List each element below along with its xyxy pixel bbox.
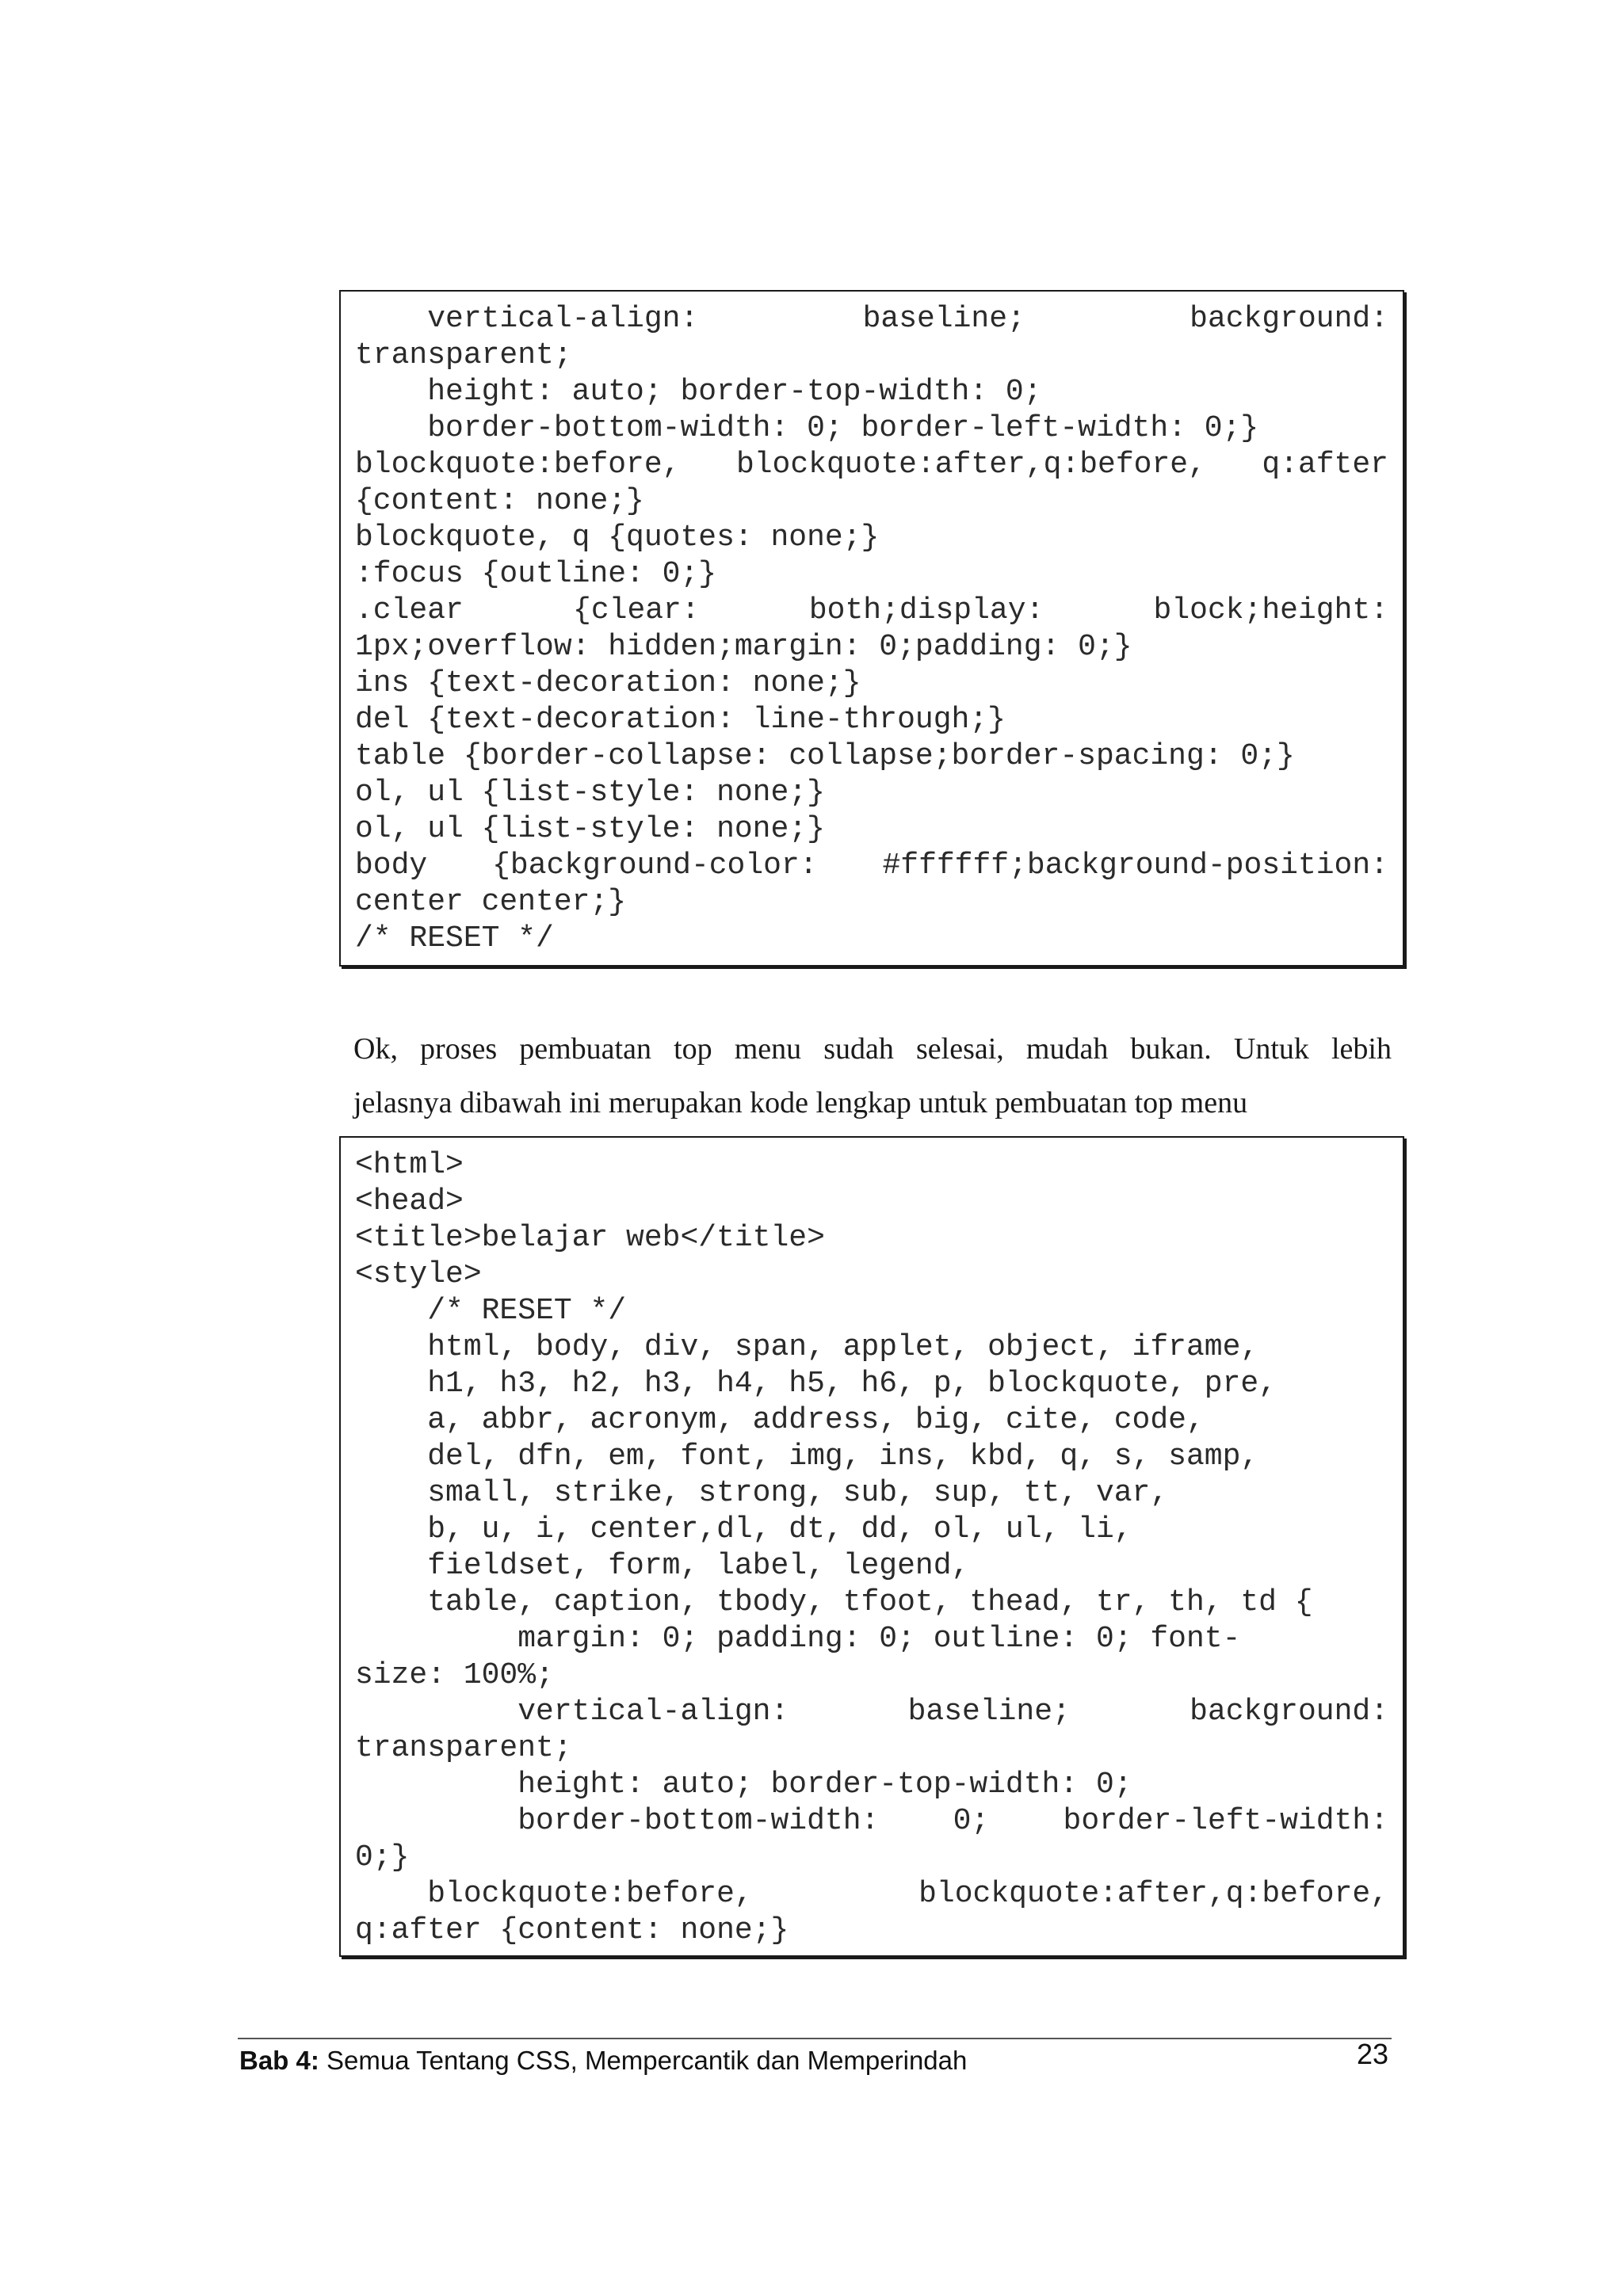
code-token: #ffffff;background-position:	[882, 849, 1388, 883]
code-line	[355, 1694, 1388, 1730]
code-line: html, body, div, span, applet, object, iframe,	[355, 1330, 1259, 1364]
footer-chapter	[239, 2046, 967, 2076]
code-token: baseline;	[907, 1695, 1071, 1729]
paragraph-word: mudah	[1025, 1032, 1109, 1066]
code-line: margin: 0; padding: 0; outline: 0; font-	[355, 1622, 1241, 1656]
paragraph-word: bukan.	[1130, 1032, 1212, 1066]
code-line: center center;}	[355, 885, 627, 919]
paragraph-word: pembuatan	[519, 1032, 651, 1066]
code-line	[355, 593, 1388, 629]
code-line: transparent;	[355, 338, 572, 372]
code-token: baseline;	[862, 302, 1025, 336]
code-line: ol, ul {list-style: none;}	[355, 812, 825, 846]
paragraph-word: Ok,	[353, 1032, 398, 1066]
code-token: blockquote:before,	[355, 1877, 753, 1911]
paragraph-line-2: jelasnya dibawah ini merupakan kode lengkap untuk pembuatan top menu	[353, 1086, 1248, 1119]
code-line: <html>	[355, 1148, 464, 1182]
code-line: del {text-decoration: line-through;}	[355, 703, 1006, 737]
paragraph-line-1	[353, 1022, 1392, 1076]
code-token: 0;	[953, 1804, 990, 1838]
code-line: <style>	[355, 1257, 482, 1291]
code-token: border-left-width:	[1063, 1804, 1388, 1838]
code-line: h1, h3, h2, h3, h4, h5, h6, p, blockquote, pre,	[355, 1367, 1277, 1401]
code-block-1	[339, 290, 1404, 967]
paragraph-word: menu	[734, 1032, 802, 1066]
paragraph-word: proses	[420, 1032, 498, 1066]
code-line: <head>	[355, 1184, 464, 1219]
code-token: background:	[1190, 302, 1388, 336]
code-token: border-bottom-width:	[355, 1804, 880, 1838]
code-line	[355, 848, 1388, 884]
code-line: 0;}	[355, 1840, 410, 1875]
code-line: small, strike, strong, sub, sup, tt, var,	[355, 1476, 1169, 1510]
code-line: b, u, i, center,dl, dt, dd, ol, ul, li,	[355, 1512, 1132, 1547]
page-number: 23	[1356, 2038, 1388, 2070]
code-line: {content: none;}	[355, 484, 644, 518]
paragraph-word: lebih	[1331, 1032, 1392, 1066]
code-token: vertical-align:	[355, 302, 699, 336]
paragraph	[353, 1022, 1392, 1130]
code-token: {background-color:	[492, 849, 818, 883]
code-line: height: auto; border-top-width: 0;	[355, 375, 1042, 409]
code-line: transparent;	[355, 1731, 572, 1765]
paragraph-word: top	[674, 1032, 712, 1066]
footer-chapter-label: Bab 4:	[239, 2046, 319, 2075]
code-line: fieldset, form, label, legend,	[355, 1549, 970, 1583]
code-token: blockquote:after,q:before,	[918, 1877, 1388, 1911]
code-line: height: auto; border-top-width: 0;	[355, 1768, 1132, 1802]
code-line: blockquote, q {quotes: none;}	[355, 521, 880, 555]
code-line: /* RESET */	[355, 921, 554, 955]
paragraph-word: Untuk	[1233, 1032, 1309, 1066]
code-line: q:after {content: none;}	[355, 1913, 789, 1947]
code-line: ol, ul {list-style: none;}	[355, 776, 825, 810]
paragraph-word: selesai,	[916, 1032, 1004, 1066]
code-token: q:after	[1262, 448, 1388, 482]
code-line: del, dfn, em, font, img, ins, kbd, q, s, samp,	[355, 1440, 1259, 1474]
code-line	[355, 1803, 1388, 1840]
code-line	[355, 301, 1388, 338]
code-block-2	[339, 1136, 1404, 1957]
code-line	[355, 447, 1388, 483]
code-token: background:	[1190, 1695, 1388, 1729]
code-line: <title>belajar web</title>	[355, 1221, 825, 1255]
code-line: table, caption, tbody, tfoot, thead, tr, th, td {	[355, 1585, 1313, 1619]
code-token: .clear	[355, 593, 464, 627]
footer-divider	[238, 2038, 1392, 2039]
code-line: a, abbr, acronym, address, big, cite, code,	[355, 1403, 1205, 1437]
code-token: vertical-align:	[355, 1695, 789, 1729]
code-line	[355, 1876, 1388, 1913]
code-token: block;height:	[1153, 593, 1388, 627]
code-token: {clear:	[573, 593, 700, 627]
code-line: size: 100%;	[355, 1658, 554, 1692]
code-line: /* RESET */	[355, 1294, 627, 1328]
code-token: blockquote:after,q:before,	[735, 448, 1206, 482]
code-line: :focus {outline: 0;}	[355, 557, 717, 591]
paragraph-word: sudah	[823, 1032, 894, 1066]
code-line: 1px;overflow: hidden;margin: 0;padding: 0;}	[355, 630, 1132, 664]
code-token: both;display:	[808, 593, 1044, 627]
code-line: border-bottom-width: 0; border-left-width: 0;}	[355, 411, 1259, 445]
code-token: body	[355, 849, 428, 883]
footer-chapter-title: Semua Tentang CSS, Mempercantik dan Memperindah	[319, 2046, 968, 2075]
code-line: table {border-collapse: collapse;border-spacing: 0;}	[355, 739, 1295, 773]
code-token: blockquote:before,	[355, 448, 681, 482]
code-line: ins {text-decoration: none;}	[355, 666, 861, 700]
